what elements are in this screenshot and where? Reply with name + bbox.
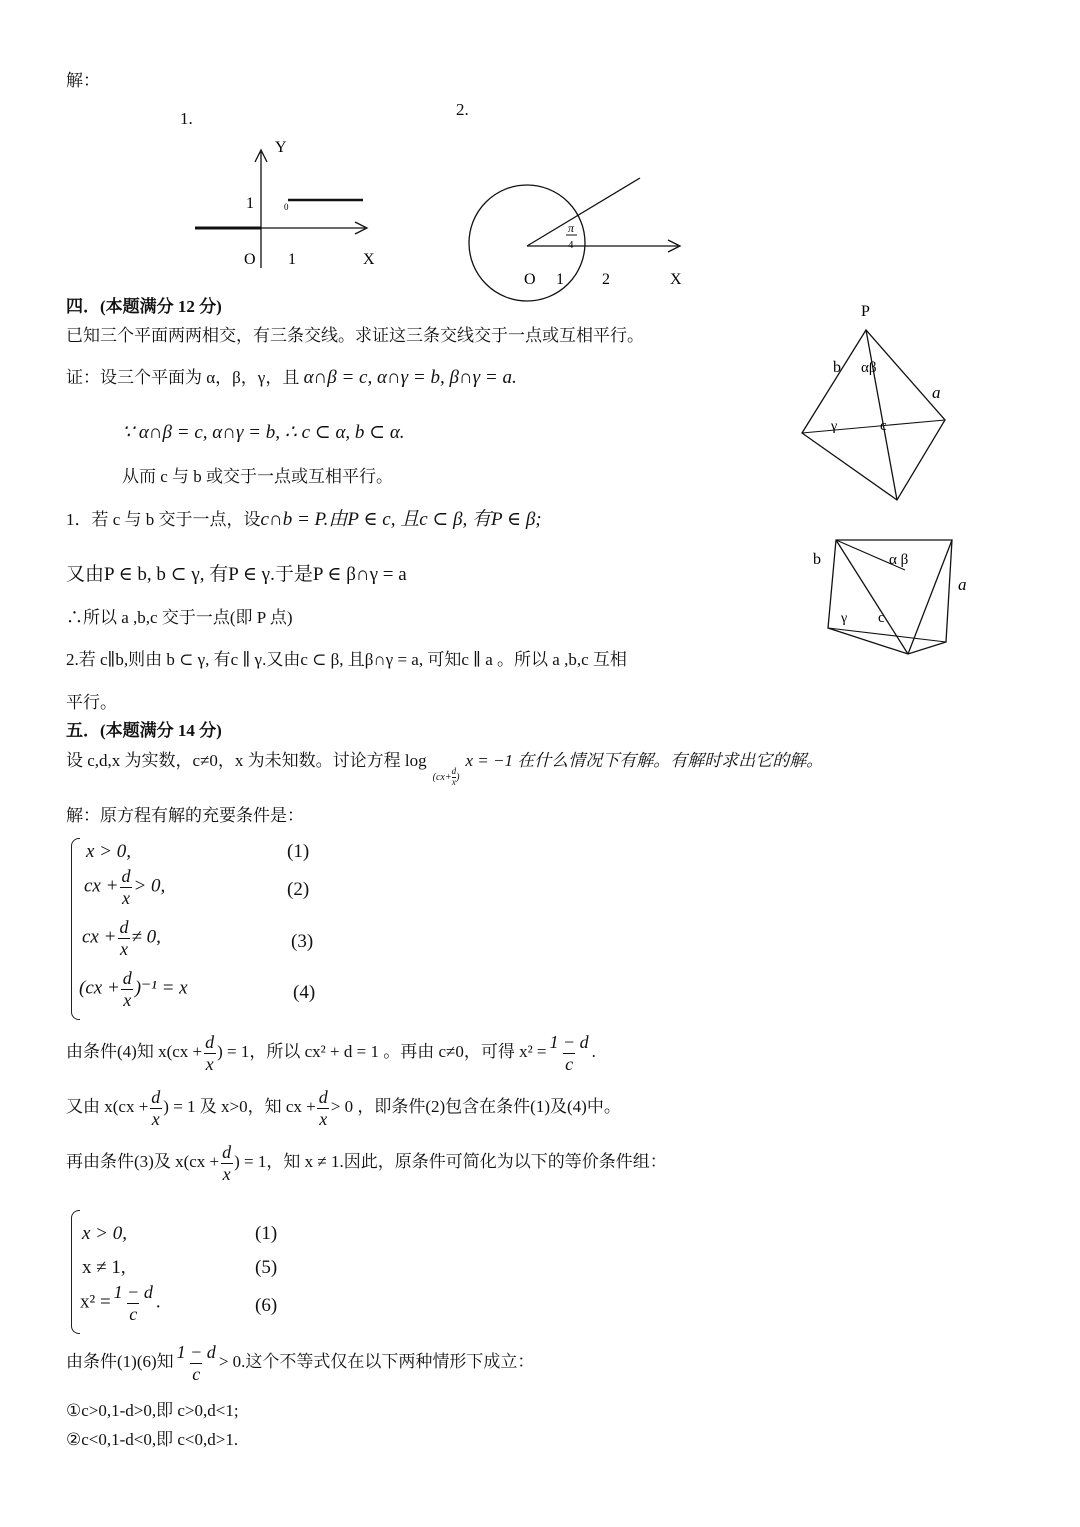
section-4-heading: 四．(本题满分 12 分) [66,297,222,316]
x-axis-label: X [363,251,375,268]
vertex-p: P [861,303,870,320]
reasoning-line-2: 又由 x(cx + $\frac{d}{x}$ ) = 1 及 x>0，知 cx + $\frac{d}{x}$ > 0 ，即条件(2)包含在条件(1)及(4)中。 [66,1087,621,1129]
proof-case-1: 1．若 c 与 b 交于一点，设c∩b = P.由P ∈ c, 且c ⊂ β, 有P ∈ β; [66,509,542,530]
plane-gamma: γ [841,611,848,626]
section-5-problem: 设 c,d,x 为实数，c≠0，x 为未知数。讨论方程 $\log_{(cx+ \frac{d}{x} )}x = -1$ 在什么情况下有解。有解时求出它的解。 [66,751,824,788]
edge-c: c [878,610,885,626]
condition-1-number: (1) [287,841,310,862]
origin-label: O [524,271,536,288]
section-5-heading: 五．(本题满分 14 分) [66,721,222,740]
tetrahedron-figure [795,298,965,508]
x-tick-1: 1 [288,251,296,268]
planes-alpha-beta: α β [889,552,909,568]
figure-2-number: 2. [456,100,469,119]
tick-2: 2 [602,271,610,288]
equiv-condition-1: x > 0, [82,1223,128,1244]
equiv-condition-5-number: (5) [255,1257,278,1278]
proof-case-2-cont: 平行。 [66,693,117,712]
reasoning-line-3: 再由条件(3)及 x(cx + $\frac{d}{x}$ ) = 1，知 x ≠ 1.因此，原条件可简化为以下的等价条件组： [66,1142,667,1184]
tick-1: 1 [556,271,564,288]
equiv-condition-5: x ≠ 1, [82,1257,126,1278]
angle-pi: π [568,221,575,235]
condition-3-number: (3) [291,931,314,952]
angle-four: 4 [568,239,574,251]
proof-case-2: 2.若 c∥b,则由 b ⊂ γ, 有c ∥ γ.又由c ⊂ β, 且β∩γ = a, 可知c ∥ a 。所以 a ,b,c 互相 [66,650,627,669]
edge-b: b [813,551,821,568]
solution-intro: 解：原方程有解的充要条件是： [66,806,304,825]
condition-4-number: (4) [293,982,316,1003]
figure-1-number: 1. [180,109,193,128]
condition-4: (cx + $\frac{d}{x}$ )⁻¹ = x [79,968,188,1010]
step-function-graph [180,130,400,280]
prism-figure [805,530,980,665]
edge-c: c [880,418,887,434]
equiv-condition-6: x² = $\frac{1 - d}{c}$ . [80,1282,161,1324]
reasoning-line-4: 由条件(1)(6)知 $\frac{1 - d}{c}$ > 0.这个不等式仅在以下两种情形下成立： [66,1342,535,1384]
plane-gamma: γ [831,419,838,434]
case-2: ②c<0,1-d<0,即 c<0,d>1. [66,1430,239,1449]
proof-case-1-cont: 又由P ∈ b, b ⊂ γ, 有P ∈ γ.于是P ∈ β∩γ = a [66,564,407,585]
edge-a: a [932,383,941,402]
open-point-label: 0 [284,202,289,212]
condition-2: cx + $\frac{d}{x}$ > 0, [84,866,166,908]
condition-3: cx + $\frac{d}{x}$ ≠ 0, [82,917,161,959]
y-tick-1: 1 [246,195,254,212]
origin-label: O [244,251,256,268]
case-1: ①c>0,1-d>0,即 c>0,d<1; [66,1401,239,1420]
circle-angle-graph [460,170,700,310]
equiv-condition-1-number: (1) [255,1223,278,1244]
equiv-condition-6-number: (6) [255,1295,278,1316]
proof-conclusion-1: ∴所以 a ,b,c 交于一点(即 P 点) [66,608,293,627]
edge-a: a [958,575,967,594]
condition-2-number: (2) [287,879,310,900]
planes-alpha-beta: αβ [861,360,877,376]
x-axis-label: X [670,271,682,288]
proof-line-1: 证：设三个平面为 α，β，γ，且 α∩β = c, α∩γ = b, β∩γ = a. [66,367,517,388]
y-axis-label: Y [275,139,287,156]
system-brace-2 [71,1210,80,1334]
reasoning-line-1: 由条件(4)知 x(cx + $\frac{d}{x}$ ) = 1，所以 cx² + d = 1 。再由 c≠0，可得 x² = $\frac{1 - d}{c}$ . [66,1032,596,1074]
condition-1: x > 0, [86,841,132,862]
solution-label: 解： [66,71,100,90]
section-4-problem: 已知三个平面两两相交，有三条交线。求证这三条交线交于一点或互相平行。 [66,326,644,345]
edge-b: b [833,359,841,376]
proof-line-2: ∵ α∩β = c, α∩γ = b, ∴ c ⊂ α, b ⊂ α. [122,422,405,443]
proof-line-3: 从而 c 与 b 或交于一点或互相平行。 [122,467,394,486]
